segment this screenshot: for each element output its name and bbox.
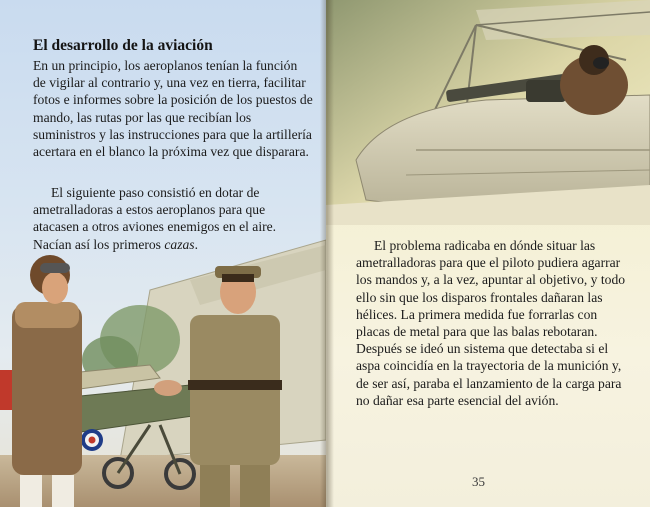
right-page: [326, 0, 650, 507]
right-paragraph: El problema radicaba en dónde situar las ametralladoras para que el piloto pudiera agarrar los mandos y, a la vez, apuntar al objetivo, y todo ello sin que los disparos frontales dañaran las hélices. La primera medida fue forrarlas con placas de metal para que las balas rebotaran. Después se ideó un sistema que detectaba si el aspa coincidía en la trayectoria de la munición y, de ser así, paraba el lanzamiento de la carga para no dañar esa parte esencial del avión.: [356, 238, 626, 408]
book-gutter: [320, 0, 334, 507]
cazas-term: cazas: [164, 236, 195, 252]
page-number: 35: [472, 474, 485, 489]
left-paragraph-2-end: .: [194, 236, 198, 252]
airfield-officers-illustration: [0, 230, 326, 507]
pilot: [12, 305, 82, 475]
left-paragraph-2-text: El siguiente paso consistió en dotar de ametralladoras a estos aeroplanos para que atacasen a otros aviones enemigos en el aire. Nacían así los primeros: [33, 185, 277, 252]
section-heading: El desarrollo de la aviación: [33, 37, 213, 54]
left-paragraph-1: En un principio, los aeroplanos tenían la función de vigilar al contrario y, una vez en tierra, facilitar fotos e informes sobre la posición de los puestos de mando, las rutas por las que recibían los suministros y las instrucciones para que la artillería acertara en el blanco la próxima vez que disparara.: [33, 58, 313, 160]
biplane-gunner-illustration: [326, 0, 650, 225]
